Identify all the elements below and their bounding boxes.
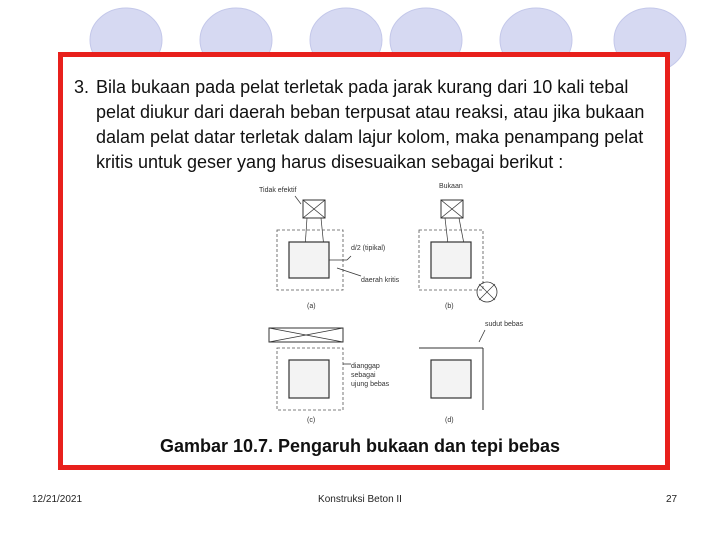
label-b: (b) (445, 303, 454, 310)
footer-title: Konstruksi Beton II (318, 494, 402, 505)
figure-caption: Gambar 10.7. Pengaruh bukaan dan tepi bebas (159, 436, 561, 456)
label-daerah-kritis: daerah kritis (361, 277, 400, 284)
label-a: (a) (307, 303, 316, 310)
label-tidak-efektif: Tidak efektif (259, 187, 297, 194)
label-d: (d) (445, 417, 454, 424)
label-sudut-bebas: sudut bebas (485, 321, 524, 328)
label-c: (c) (307, 417, 316, 424)
label-d2: d/2 (tipikal) (351, 245, 386, 252)
item-number: 3. (74, 77, 90, 97)
figure-diagram (255, 178, 535, 428)
label-dianggap: dianggap (351, 363, 380, 370)
item-paragraph: Bila bukaan pada pelat terletak pada jarak kurang dari 10 kali tebal pelat diukur dari daerah beban terpusat atau reaksi, atau jika bukaan dalam pelat datar terletak dalam lajur kolom, maka penampang pelat kritis untuk geser yang harus disesuaikan sebagai berikut : (96, 77, 645, 172)
diagram-a (259, 187, 400, 310)
slide-body (74, 75, 664, 175)
label-bukaan: Bukaan (439, 183, 463, 190)
footer-page-number: 27 (666, 494, 678, 505)
label-sebagai: sebagai (351, 372, 376, 379)
label-ujung-bebas: ujung bebas (351, 381, 390, 388)
diagram-c (269, 328, 390, 424)
diagram-b (419, 183, 497, 310)
footer-date: 12/21/2021 (32, 494, 83, 505)
diagram-d (419, 321, 524, 424)
